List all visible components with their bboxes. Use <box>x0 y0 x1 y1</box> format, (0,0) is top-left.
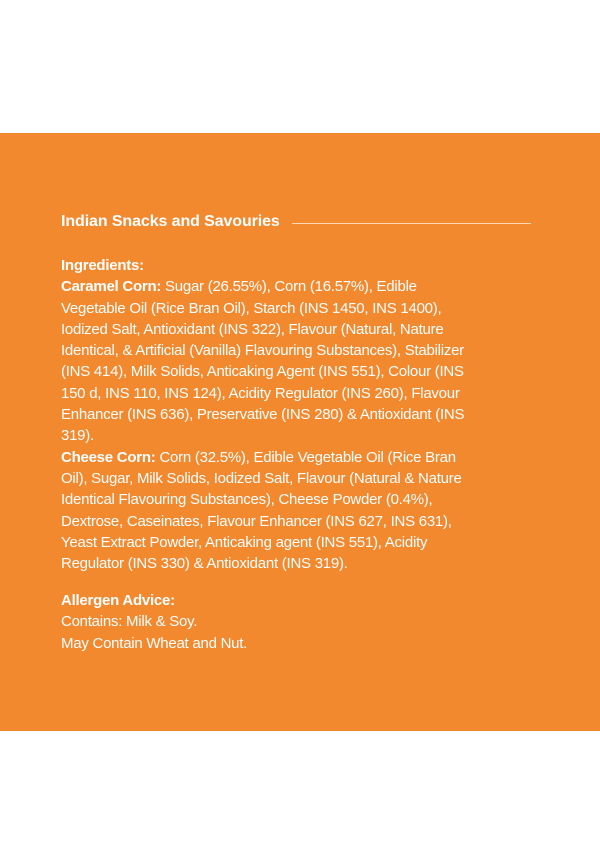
caramel-line: Identical, & Artificial (Vanilla) Flavouring Substances), Stabilizer <box>61 342 464 360</box>
cheese-line: Corn (32.5%), Edible Vegetable Oil (Rice Bran <box>155 448 456 466</box>
cheese-corn-ingredients <box>61 447 551 575</box>
allergen-may-contain: May Contain Wheat and Nut. <box>61 634 248 652</box>
caramel-line: 319). <box>61 427 94 445</box>
cheese-line: Yeast Extract Powder, Anticaking agent (INS 551), Acidity <box>61 533 428 551</box>
heading-divider <box>292 223 531 224</box>
heading-row <box>61 210 531 234</box>
cheese-line: Regulator (INS 330) & Antioxidant (INS 319). <box>61 555 348 573</box>
caramel-line: Sugar (26.55%), Corn (16.57%), Edible <box>161 278 417 296</box>
caramel-corn-ingredients <box>61 276 551 446</box>
cheese-line: Dextrose, Caseinates, Flavour Enhancer (INS 627, INS 631), <box>61 512 452 530</box>
caramel-line: Vegetable Oil (Rice Bran Oil), Starch (INS 1450, INS 1400), <box>61 299 442 317</box>
caramel-line: Enhancer (INS 636), Preservative (INS 280) & Antioxidant (INS <box>61 406 465 424</box>
caramel-line: (INS 414), Milk Solids, Anticaking Agent (INS 551), Colour (INS <box>61 363 464 381</box>
caramel-line: Iodized Salt, Antioxidant (INS 322), Flavour (Natural, Nature <box>61 320 444 338</box>
ingredients-section <box>61 255 551 574</box>
ingredients-title: Ingredients: <box>61 257 144 274</box>
allergen-contains: Contains: Milk & Soy. <box>61 613 198 631</box>
page-heading: Indian Snacks and Savouries <box>61 213 280 230</box>
caramel-line: 150 d, INS 110, INS 124), Acidity Regulator (INS 260), Flavour <box>61 384 460 402</box>
allergen-section <box>61 590 551 654</box>
cheese-line: Identical Flavouring Substances), Cheese Powder (0.4%), <box>61 491 433 509</box>
cheese-corn-label: Cheese Corn: <box>61 448 156 466</box>
caramel-corn-label: Caramel Corn: <box>61 278 162 296</box>
allergen-title: Allergen Advice: <box>61 592 175 609</box>
cheese-line: Oil), Sugar, Milk Solids, Iodized Salt, Flavour (Natural & Nature <box>61 469 462 487</box>
